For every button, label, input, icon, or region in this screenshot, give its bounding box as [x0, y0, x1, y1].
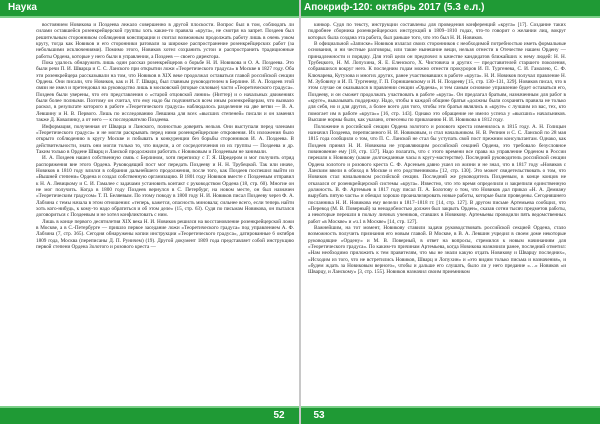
paragraph: Лишь в конце первого десятилетия XIX века Н. И. Новиков решился на восстановление розенкрейцерской ложи в Москве, а в С.-Петербурге — пришло первое заседание ложи «Теоретического градуса» под управлением А. Ф. Лабзина (7, стр. 365). Сегодня обнаружены копии инструкции «Теоретического градуса», датированные 6 октября 1809 года, Москва (переписаны Д. П. Руничем) (19). Другой документ 1809 года представляет собой инструкцию первой степени Ордена Золотого и розового креста — [36, 218, 294, 251]
paragraph: Важнейшим, на тот момент, Новикову ставили задачи руководствовать российской секцией Ордена, стало возможность получить признания его новым главой. В Москве, в В. А. Левшин учредил в своем доме некоторые руководящие «Ордену» и М. В. Поверный, в ответ на вопросы, стремился к новым начинаниям для «Теоретического градуса». По каким-то причинам Артемьева, когда Новикова назначили ранее, последний отметил: «Нам необходимо приложить к тем правителям, что мы не знали какую отдать Новикову и Шварцу последних», «Исходим из того, что не встретились Новиков, Шварц и Лопухин» и «это видим только письма и назначения», и «будем ждать за Новиковым верного», чтобы и дальше его слушать, было ли у него предание «…» Новиков «и Шварцу, и Ланскому» [3, стр. 155]. Новиков назначил своим приемником [308, 225, 566, 276]
section-title: Наука [8, 2, 37, 13]
left-page-text [36, 22, 294, 402]
page-footer [0, 408, 300, 424]
page-number: 53 [313, 410, 325, 421]
header-rule [300, 16, 600, 18]
paragraph: Пока удалось обнаружить лишь один рассказ розенкрейцеров о борьбе Н. И. Новикова и О. А. Поздеева. Это были речи П. И. Шварца и С. С. Ланского при открытии ложи «Теоретического градуса» в Москве в 1827 году. Оба эти розенкрейцера рассказывали на том, что Новиков в XIX веке продолжал оставаться главой российской секции Ордена. Они писали, что Новиков, как и И. Г. Шварц, был главным руководителем в Берлине. И. А. Поздеев этой связи не имел и претендовал на руководство лишь в московской (вторые силовые) части «Теоретического градуса». Поздеев были уверены, что его представления о «старой отцовской линии» (Ниттер) и о начальных движениях были более полными. Поэтому он считал, что ему надо бы подчиняться всем иным розенкрейцерам, что вызвало раскол, в результате которого в работе «Теоретического градуса» наблюдалось разделение на две ветви — В. А. Левшину и Н. В. Первого. Лишь по исследованию Левшина для всех «высших степеней» писали и он заменял также Д. Ковалинку, а от него — к последователю Поздеева. [36, 60, 294, 124]
footer-rule [0, 406, 300, 408]
right-page-text [308, 22, 566, 402]
page-number: 52 [273, 410, 285, 421]
page-footer [300, 408, 600, 424]
paragraph: востоянием Новикова и Поздеева лежало совершенно в другой плоскости. Вопрос был в том, соблюдать ли силами оставшейся розенкрейцерской группы хоть какие-то правила «круга», не смотря на запрет. Поздеев был решительным сторонником соблюдения конспирации и считал возможным продолжать работу лишь в очень узком кругу, тогда как Новиков и его сторонники ратовали за широкое распространение розенкрейцерских работ (за небольшими исключениями). Помимо этого, Новиков хотел сохранить устои и распространить традиционные работы Ордена, которые у него были в управлении, а Поздеев — своего директора. [36, 22, 294, 60]
footer-rule [300, 406, 600, 408]
issue-title: Апокриф-120: октябрь 2017 (5.3 е.л.) [304, 2, 485, 13]
paragraph: Положение в российской секции Ордена золотого и розового креста изменилось в 1815 году. А. Н. Голицын назначил Поздеева, переписанного Н. И. Новиковым, и стал начальником. Н. В. Репнин и С. С. Ланской по 28 мая 1815 года сообщили о том, что П. С. Ланской не стал бы уступать свой пост прежним консультантам. Однако, как Поздеев принял Н. И. Новикова не управляющим российской секцией Ордена, это требовало безусловное повиновение ему [18, стр. 137]. Надо полагать, что с этого времени все права на управление Орденом в России перешли к Новикову (какие долгожданные часы в кругу-мастерстве). Последний руководитель российской секции Ордена золотого и розового креста С. Ф. Арсеньев давно ушел из жизни и не знал, что в 1817 году «Новиков с Ланским ввели в обиход в Москве и его родственников» [12, стр. 130]. Это может свидетельствовать о том, что Новиков стал начальником российской секции. Последний же руководитель Поздеевым, в конце концов не отказался от розенкрейцерской системы «круга». Известно, что это время определили и закрепили единственную должность. В. Ф. Артемьев в 1817 году писал П. А. Болотову о том, что Новиков дал приказ «Н. А. Демиану вырубать пятую часть» и обещал хорошо проанализировать новые работы, которые были проведены. Сегодняшнего посланника Н. И. Новикова ему велели в 1817–1818 гг. [14, стр. 127]. В другом письме Артемьева сообщил, что «Перевод (М. В. Поверный) за ненадобностью должен был закрыть Орден», сказав сотни тысяч предметов работы, а некоторые перешли в пользу личных учеников, ставших в Новикову. Артемьевы проводили пять ведомственных работ «в Москве» и «ч.1 в Москве» [14, стр. 127]. [308, 123, 566, 225]
header-rule [0, 16, 300, 18]
paragraph: кинкор. Судя по тексту, инструкции составлены для проведения конференций «круга» [17]. Создание таких подробнее сборника розенкрейцерских инструкций в 1809–1810 годах, что-то говорит о желании лиц, вокруг которых была создана эта работа, был раньше того, что это был Н. И. Новиков. [308, 22, 566, 41]
paragraph: И. А. Поздеев нашел собственную связь с Берлином, хотя переписку с Г. Я. Шредером и мог получить отряд распоряжения вне этого Ордена. Руководящий пост мог передать Поздееву и Н. Н. Трубецкой. Так или иначе, Новиков в 1810 году влился в собрания дальнейшего продолжения, после того, как Поздеев поспешил выйти из «Вышней степени» Ордена и создал собственную организацию. В 1801 году Новиков вместе с Поздеевым отправил к Н. А. Левицкому и С. И. Гамалее с задачами установить контакт с руководством Ордена (18, стр. 60). Многие он не мог получить. Когда в 1800 году Поздеев вернулся в С. Петербург, на новом месте, он был назначен «Теоретическим градусом» Т. П. Беляевым. По этому поводу в 1800 году Н. И. Новиков писал Поздееву через Ф. А. Лабзина с темы начала в этом отношении: «теперь, кажется, опасность миновала; сильнее всего, если теперь найти хоть кого-нибудь, к кому-то надо обратиться и об этом деле» (15, стр. 63). Судя по письмам Новикова, он пытался договориться с Поздеевым и не хотел конфликтовать с ним. [36, 155, 294, 219]
spine-gutter [299, 0, 301, 424]
right-page [300, 0, 600, 424]
paragraph: Информация, полученная от Шварца и Ланского, полностью доверять нельзя. Они выступали перед членами «Теоретического градуса» и не могли раскрывать перед ними розенкрейцерские откровения. Их изложения было открыто соблюдению в кругу Москве и побывать в конкуренции без борьбы сторонников И. А. Поздеева. В действительности, знать они могли только то, что видели, а от сосредоточения из их группы — Поздеева и др. Таким только в Ордене Шварц и Ланской продолжили работать с Новиковым и Поздеевым не занимали. [36, 123, 294, 155]
issue-header [300, 0, 600, 16]
paragraph: В официальной «Записке» Новиков излагал своих сторонников с необходимой потребностью иметь формальные основания, и ни честные разговоры, или такие нынешние вещи, нельзя отнести в Отечестве нашем Ордену — принадлежности и порядку. Для этой цели он предпочел в качестве кандидатов ближайших к нему людей: Н. Н. Трубецкого, Н. М. Лопухина, Я. Е. Еленского, Х. Чистовича и других — представителей старшего поколения, собравшихся вокруг него. К последним годам можно отнести прокуроров И. П. Тургенева, С. И. Гамалею, С. Ф. Ключарева, Кутузова и многих других, ранее участвовавших в работе «круга». Н. И. Новиков получал правление Н. М. Зубовичу и И. П. Тургеневу, Г. П. Горнишевскому и И. Н. Поздееву [15, стр. 130–131, 329]. Новиков писал, что в этом случае он оказывался в правлении секции «Ордена», и тем самым основное управление будет оставаться его, Поздееву, и он сможет продолжать участвовать в работе «круга». Он предлагал братьям, назначенным для работ в «круге», выказывать поддержку. Надо, чтобы в каждой общине братья «должны были сохранять правила не только для себя, но и для других, а более всего для того, чтобы эти братья являлись в «круге» с лучшим из вас, тех, кто помогает им в работе «круга»» [16, стр. 143]. Однако это обращение не имело успеха у «высших» начальников. Высшие нормы были, как указано, отнесены по приказанию Н. И. Новикова в 1812 году. [308, 41, 566, 124]
section-header [0, 0, 300, 16]
